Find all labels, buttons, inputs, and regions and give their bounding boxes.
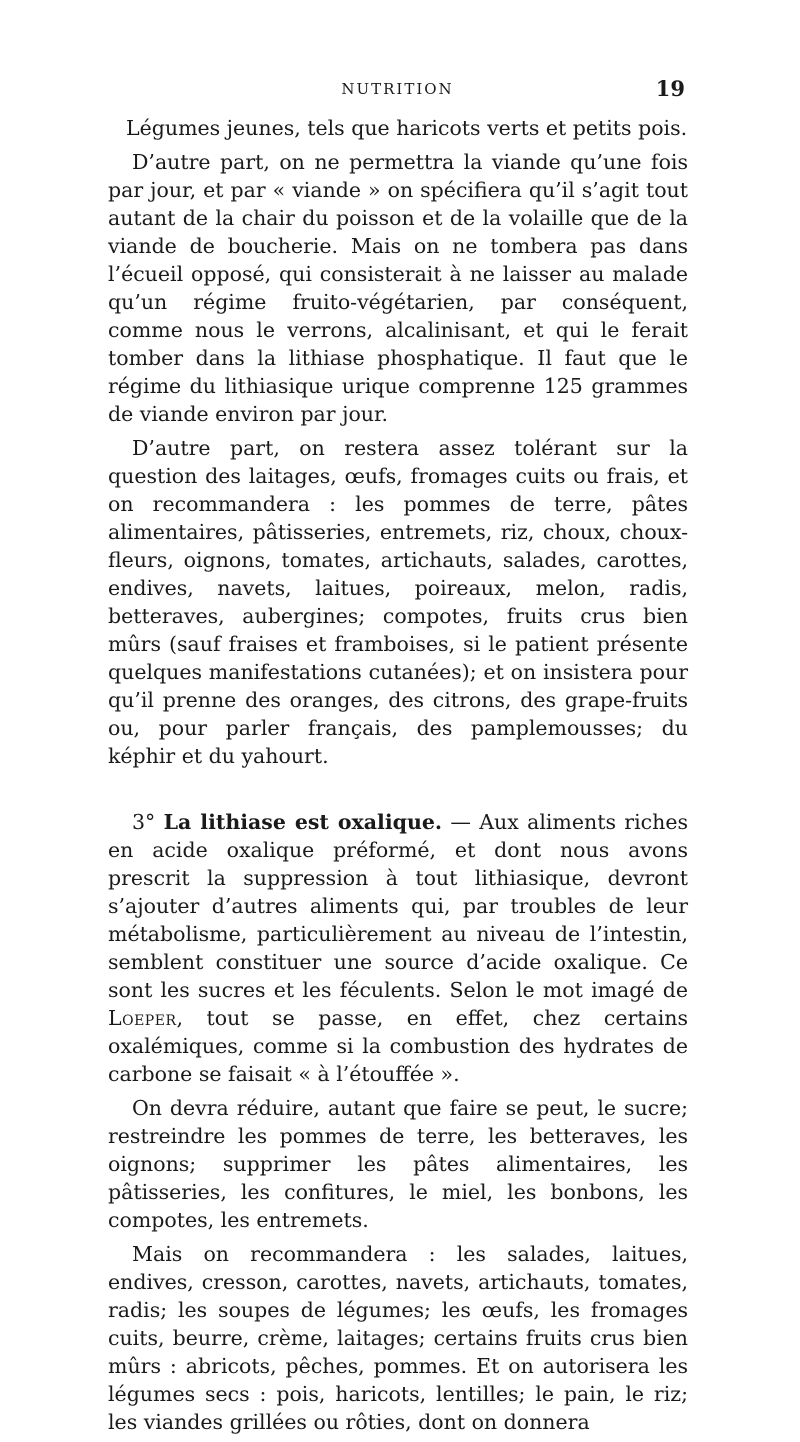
body-text — [108, 114, 688, 1442]
page-number: 19 — [655, 76, 685, 101]
paragraph-2: D’autre part, on ne permettra la viande qu’une fois par jour, et par « viande » on spécifiera qu’il s’agit tout autant de la chair du poisson et de la volaille que de la viande de boucherie. Mais on ne tombera pas dans l’écueil opposé, qui consisterait à ne laisser au malade qu’un régime fruito-végétarien, par conséquent, comme nous le verrons, alcalinisant, et qui le ferait tomber dans la lithiase phosphatique. Il faut que le régime du lithiasique urique comprenne 125 grammes de viande environ par jour. — [108, 150, 688, 426]
paragraph-5: On devra réduire, autant que faire se peut, le sucre; restreindre les pommes de terre, les betteraves, les oignons; supprimer les pâtes alimentaires, les pâtisseries, les confitures, le miel, les bonbons, les compotes, les entremets. — [108, 1096, 688, 1232]
author-name: Loeper — [108, 1006, 177, 1030]
running-head — [110, 76, 685, 102]
section-number: 3° — [132, 810, 156, 834]
section-heading: La lithiase est oxalique. — [163, 810, 443, 834]
running-title: NUTRITION — [341, 80, 454, 98]
paragraph-1: Légumes jeunes, tels que haricots verts et petits pois. — [126, 116, 688, 140]
section-text-b: , tout se passe, en effet, chez certains oxalémiques, comme si la combustion des hydrates de carbone se faisait « à l’étouffée ». — [108, 1006, 688, 1086]
section-oxalique — [108, 808, 688, 1088]
section-text-a: — Aux aliments riches en acide oxalique préformé, et dont nous avons prescrit la suppression à tout lithiasique, devront s’ajouter d’autres aliments qui, par troubles de leur métabolisme, particulièrement au niveau de l’intestin, semblent constituer une source d’acide oxalique. Ce sont les sucres et les féculents. Selon le mot imagé de — [108, 810, 688, 1002]
paragraph-6: Mais on recommandera : les salades, laitues, endives, cresson, carottes, navets, artichauts, tomates, radis; les soupes de légumes; les œufs, les fromages cuits, beurre, crème, laitages; certains fruits crus bien mûrs : abricots, pêches, pommes. Et on autorisera les légumes secs : pois, haricots, lentilles; le pain, le riz; les viandes grillées ou rôties, dont on donnera — [108, 1242, 688, 1434]
paragraph-3: D’autre part, on restera assez tolérant sur la question des laitages, œufs, fromages cuits ou frais, et on recommandera : les pommes de terre, pâtes alimentaires, pâtisseries, entremets, riz, choux, choux-fleurs, oignons, tomates, artichauts, salades, carottes, endives, navets, laitues, poireaux, melon, radis, betteraves, aubergines; compotes, fruits crus bien mûrs (sauf fraises et framboises, si le patient présente quelques manifestations cutanées); et on insistera pour qu’il prenne des oranges, des citrons, des grape-fruits ou, pour parler français, des pamplemousses; du képhir et du yahourt. — [108, 436, 688, 768]
